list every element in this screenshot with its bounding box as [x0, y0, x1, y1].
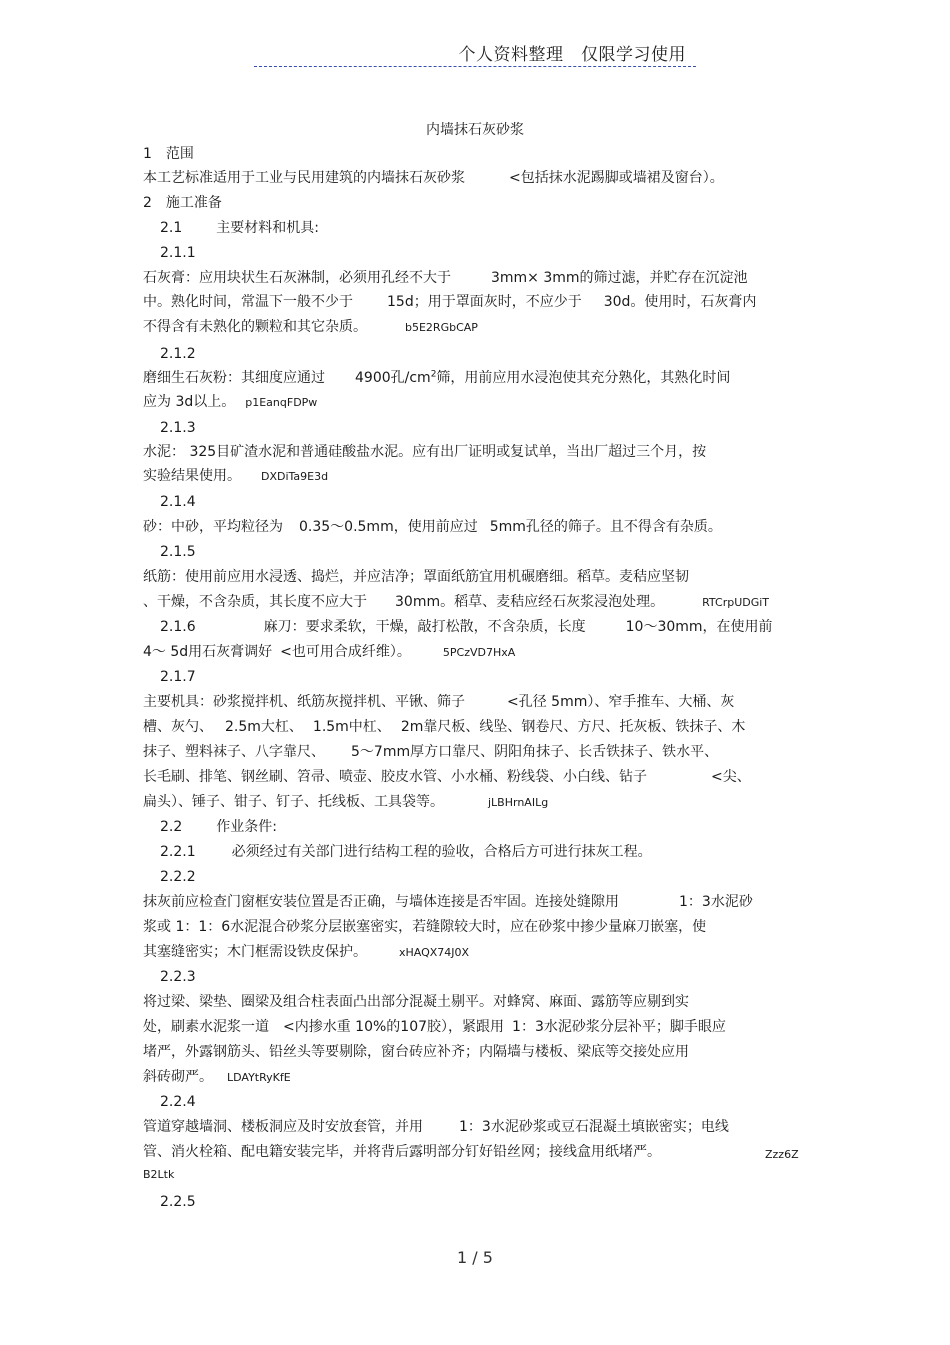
document-title: 内墙抹石灰砂浆 [426, 122, 524, 138]
item-number: 2.2.5 [160, 1194, 196, 1210]
item-number: 2.1.2 [160, 346, 196, 362]
item-number: 2.1.3 [160, 420, 196, 436]
paragraph-line: 管、消火栓箱、配电籍安装完毕，并将背后露明部分钉好铅丝网；接线盒用纸堵严。 [143, 1144, 661, 1160]
reference-code: Zzz6Z [765, 1148, 799, 1161]
paragraph-line: 、干燥，不含杂质，其长度不应大于 30mm。稻草、麦秸应经石灰浆浸泡处理。 RTCrpUDGiT [143, 594, 770, 610]
paragraph-line: 石灰膏：应用块状生石灰淋制，必须用孔经不大于 3mm× 3mm的筛过滤，并贮存在沉淀池 [143, 270, 748, 286]
paragraph-line: 扁头）、锤子、钳子、钉子、托线板、工具袋等。 jLBHrnAILg [143, 794, 549, 810]
item-number: 2.2.3 [160, 969, 196, 985]
paragraph-line: 管道穿越墙洞、楼板洞应及时安放套管，并用 1：3水泥砂浆或豆石混凝土填嵌密实；电线 [143, 1119, 729, 1135]
item-number: 2.1.1 [160, 245, 196, 261]
paragraph-line: 砂：中砂，平均粒径为 0.35～0.5mm，使用前应过 5mm孔径的筛子。且不得含有杂质。 [143, 519, 722, 535]
paragraph-line: 磨细生石灰粉：其细度应通过 4900孔$/cm^2$筛，用前应用水浸泡使其充分熟化，其熟化时间 [143, 369, 731, 386]
paragraph-line: 抹灰前应检查门窗框安装位置是否正确，与墙体连接是否牢固。连接处缝隙用 1：3水泥砂 [143, 894, 753, 910]
paragraph-line: 纸筋：使用前应用水浸透、捣烂，并应洁净；罩面纸筋宜用机碾磨细。稻草。麦秸应坚韧 [143, 569, 689, 585]
item-number: 2.1.5 [160, 544, 196, 560]
paragraph-line: 水泥： 325目矿渣水泥和普通硅酸盐水泥。应有出厂证明或复试单，当出厂超过三个月，按 [143, 444, 707, 460]
paragraph-line: 2.1.6 麻刀：要求柔软，干燥，敲打松散，不含杂质，长度 10～30mm，在使用前 [160, 619, 773, 635]
paragraph-line: 实验结果使用。 DXDiTa9E3d [143, 468, 329, 484]
paragraph-line: 处，刷素水泥浆一道 <内掺水重 10%的107胶），紧跟用 1：3水泥砂浆分层补平；脚手眼应 [143, 1019, 726, 1035]
page-number: 1 / 5 [457, 1248, 493, 1267]
paragraph-line: 主要机具：砂浆搅拌机、纸筋灰搅拌机、平锹、筛子 <孔径 5mm）、窄手推车、大桶、灰 [143, 694, 735, 710]
item-number: 2.2.4 [160, 1094, 196, 1110]
page-header [254, 40, 696, 67]
paragraph-line: 浆或 1：1：6水泥混合砂浆分层嵌塞密实，若缝隙较大时，应在砂浆中掺少量麻刀嵌塞，使 [143, 919, 707, 935]
paragraph-line: 不得含有未熟化的颗粒和其它杂质。 b5E2RGbCAP [143, 319, 478, 335]
paragraph-line: 本工艺标准适用于工业与民用建筑的内墙抹石灰砂浆 <包括抹水泥踢脚或墙裙及窗台）。 [143, 170, 724, 186]
item-number: 2.1.7 [160, 669, 196, 685]
subsection-heading: 2.1 主要材料和机具: [160, 220, 319, 236]
header-text: 个人资料整理 仅限学习使用 [458, 45, 686, 65]
paragraph-line: 将过梁、梁垫、圈梁及组合柱表面凸出部分混凝土剔平。对蜂窝、麻面、露筋等应剔到实 [143, 994, 689, 1010]
reference-code: B2Ltk [143, 1168, 175, 1181]
paragraph-line: 4～ 5d用石灰膏调好 <也可用合成纤维）。 5PCzVD7HxA [143, 644, 516, 660]
paragraph-line: 抹子、塑料袜子、八字靠尺、 5～7mm厚方口靠尺、阴阳角抹子、长舌铁抹子、铁水平、 [143, 744, 719, 760]
section-heading: 2 施工准备 [143, 195, 222, 211]
paragraph-line: 2.2.1 必须经过有关部门进行结构工程的验收，合格后方可进行抹灰工程。 [160, 844, 652, 860]
paragraph-line: 槽、灰勺、 2.5m大杠、 1.5m中杠、 2m靠尺板、线坠、钢卷尺、方尺、托灰板、铁抹子、木 [143, 719, 746, 735]
paragraph-line: 长毛刷、排笔、钢丝刷、笤帚、喷壶、胶皮水管、小水桶、粉线袋、小白线、钻子 <尖、 [143, 769, 751, 785]
item-number: 2.1.4 [160, 494, 196, 510]
paragraph-line: 中。熟化时间，常温下一般不少于 15d；用于罩面灰时，不应少于 30d。使用时，石灰膏内 [143, 294, 757, 310]
section-heading: 1 范围 [143, 146, 194, 162]
paragraph-line: 应为 3d以上。 p1EanqFDPw [143, 394, 318, 410]
paragraph-line: 斜砖砌严。 LDAYtRyKfE [143, 1069, 291, 1085]
paragraph-line: 其塞缝密实；木门框需设铁皮保护。 xHAQX74J0X [143, 944, 470, 960]
paragraph-line: 堵严，外露钢筋头、铅丝头等要剔除，窗台砖应补齐；内隔墙与楼板、梁底等交接处应用 [143, 1044, 689, 1060]
subsection-heading: 2.2 作业条件: [160, 819, 277, 835]
item-number: 2.2.2 [160, 869, 196, 885]
